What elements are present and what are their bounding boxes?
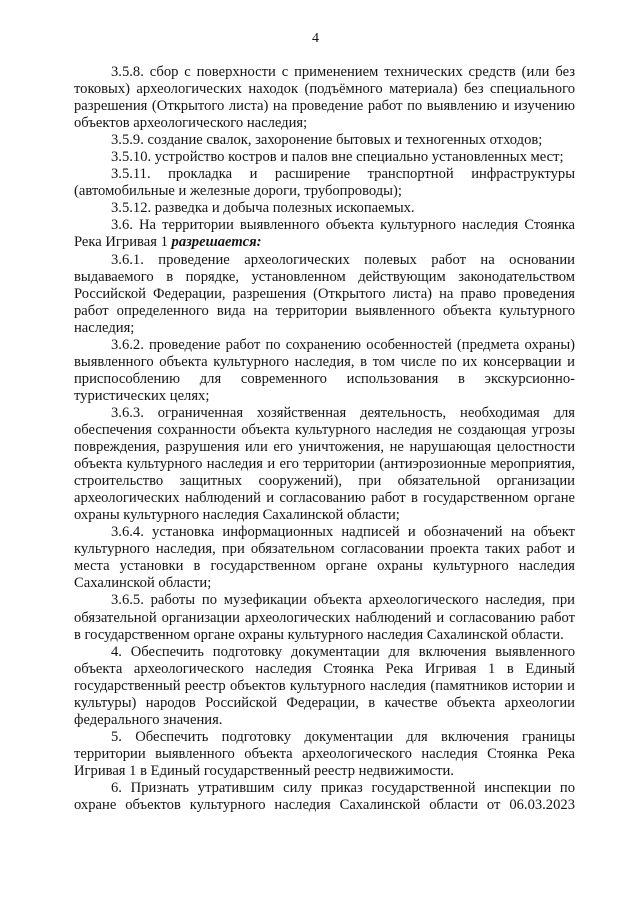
paragraph-4: 4. Обеспечить подготовку документации для включения выявленного объекта археологического наследия Стоянка Река Игривая 1 в Единый государственный реестр объектов культурного наследия (памятников истории и культуры) народов Российской Федерации, в качестве объекта археологии федерального значения. xyxy=(74,643,575,728)
paragraph-3-5-10: 3.5.10. устройство костров и палов вне специально установленных мест; xyxy=(111,149,564,166)
paragraph-3-6-3: 3.6.3. ограниченная хозяйственная деятельность, необходимая для обеспечения сохранности объекта культурного наследия не создающая угрозы повреждения, разрушения или его уничтожения, не нарушающая целостности объекта культурного наследия и его территории (антиэрозионные мероприятия, строительство защитных сооружений), при обязательной организации археологических наблюдений и согласованию работ в государственном органе охраны культурного наследия Сахалинской области; xyxy=(74,404,575,524)
document-body xyxy=(74,64,575,814)
paragraph-3-5-12: 3.5.12. разведка и добыча полезных ископаемых. xyxy=(111,200,415,217)
paragraph-5: 5. Обеспечить подготовку документации для включения границы территории выявленного объекта археологического наследия Стоянка Река Игривая 1 в Единый государственный реестр недвижимости. xyxy=(74,728,575,779)
paragraph-3-6-2: 3.6.2. проведение работ по сохранению особенностей (предмета охраны) выявленного объекта культурного наследия, в том числе по их консервации и приспособлению для современного использования в экскурсионно-туристических целях; xyxy=(74,336,575,404)
paragraph-3-6-5: 3.6.5. работы по музефикации объекта археологического наследия, при обязательной организации археологических наблюдений и согласованию работ в государственном органе охраны культурного наследия Сахалинской области. xyxy=(74,592,575,643)
paragraph-3-6-1: 3.6.1. проведение археологических полевых работ на основании выдаваемого в порядке, установленном действующим законодательством Российской Федерации, разрешения (Открытого листа) на право проведения работ определенного вида на территории выявленного объекта культурного наследия; xyxy=(74,251,575,336)
paragraph-3-6-emphasis: разрешается: xyxy=(171,234,262,251)
paragraph-6: 6. Признать утратившим силу приказ государственной инспекции по охране объектов культурного наследия Сахалинской области от 06.03.2023 xyxy=(74,779,575,814)
paragraph-3-5-8: 3.5.8. сбор с поверхности с применением технических средств (или без токовых) археологических находок (подъёмного материала) без специального разрешения (Открытого листа) на проведение работ по выявлению и изучению объектов археологического наследия; xyxy=(74,64,575,132)
paragraph-3-5-11: 3.5.11. прокладка и расширение транспортной инфраструктуры (автомобильные и железные дороги, трубопроводы); xyxy=(74,166,575,200)
paragraph-3-6-4: 3.6.4. установка информационных надписей и обозначений на объект культурного наследия, при обязательном согласовании проекта таких работ и места установки в государственном органе охраны культурного наследия Сахалинской области; xyxy=(74,524,575,592)
paragraph-3-6 xyxy=(74,217,575,251)
paragraph-3-6-text: 3.6. На территории выявленного объекта культурного наследия Стоянка Река Игривая 1 xyxy=(74,217,575,251)
paragraph-3-5-9: 3.5.9. создание свалок, захоронение бытовых и техногенных отходов; xyxy=(111,132,543,149)
page-number: 4 xyxy=(312,31,319,46)
